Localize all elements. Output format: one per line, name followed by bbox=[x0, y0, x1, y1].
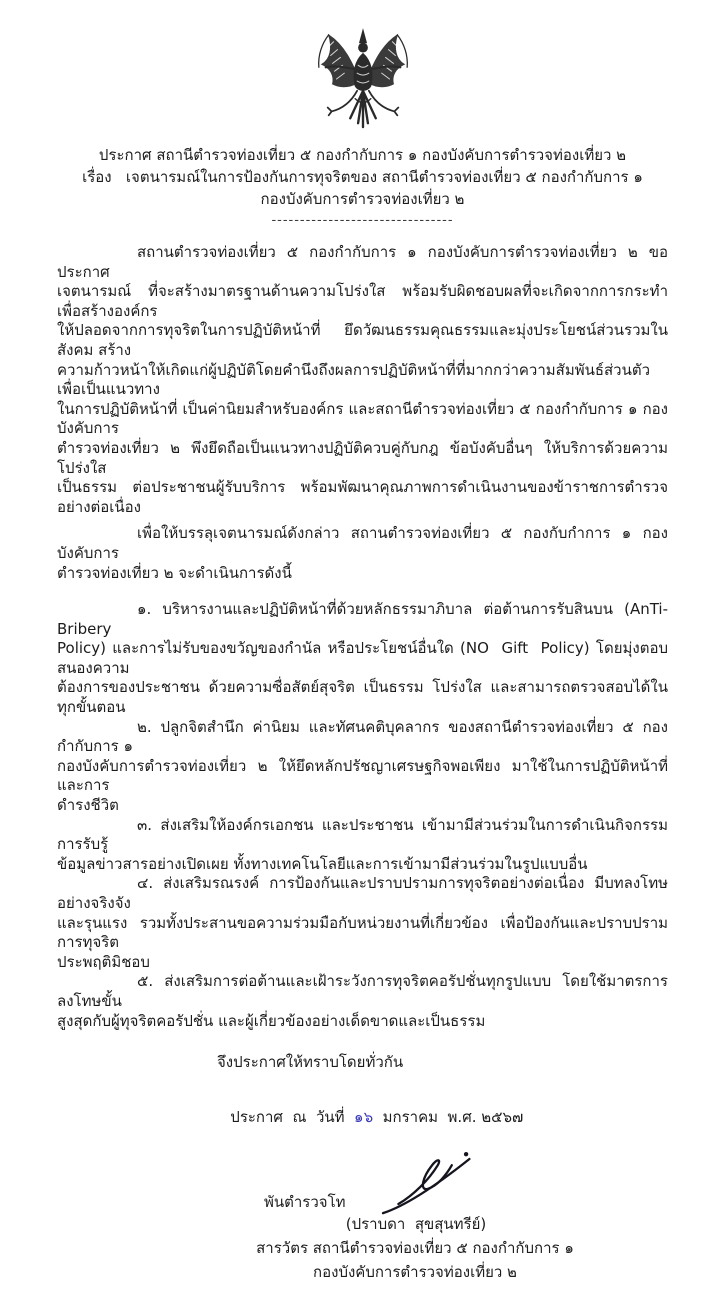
signer-position-line1: สารวัตร สถานีตำรวจท่องเที่ยว ๕ กองกำกับการ ๑ bbox=[256, 1238, 574, 1257]
text-line: ๔. ส่งเสริมรณรงค์ การป้องกันและปราบปรามการทุจริตอย่างต่อเนื่อง มีบทลงโทษอย่างจริงจัง bbox=[57, 874, 668, 912]
text-line: ๓. ส่งเสริมให้องค์กรเอกชน และประชาชน เข้ามามีส่วนร่วมในการดำเนินกิจกรรม การรับรู้ bbox=[57, 815, 673, 854]
text-line: ตำรวจท่องเที่ยว ๒ จะดำเนินการดังนี้ bbox=[57, 563, 292, 582]
text-line: และรุนแรง รวมทั้งประสานขอความร่วมมือกับหน่วยงานที่เกี่ยวข้อง เพื่อป้องกันและปราบปรามการทุจริต bbox=[57, 913, 668, 952]
text-line: เป็นธรรม ต่อประชาชนผู้รับบริการ พร้อมพัฒนาคุณภาพการดำเนินงานของข้าราชการตำรวจอย่างต่อเนื่อง bbox=[57, 478, 668, 516]
date-day-value: ๑๖ bbox=[354, 1108, 374, 1127]
text-line: ข้อมูลข่าวสารอย่างเปิดเผย ทั้งทางเทคโนโลยีและการเข้ามามีส่วนร่วมในรูปแบบอื่น bbox=[57, 854, 588, 873]
text-line: ดำรงชีวิต bbox=[57, 796, 119, 815]
text-line: ให้ปลอดจากการทุจริตในการปฏิบัติหน้าที่ ยึดวัฒนธรรมคุณธรรมและมุ่งประโยชน์ส่วนรวมในสังคม สร้าง bbox=[57, 321, 668, 359]
text-line: เจตนารมณ์ ที่จะสร้างมาตรฐานด้านความโปร่งใส พร้อมรับผิดชอบผลที่จะเกิดจากการกระทำ เพื่อสร้างองค์กร bbox=[57, 282, 673, 320]
signer-rank: พันตำรวจโท bbox=[264, 1192, 346, 1211]
text-line: สถานตำรวจท่องเที่ยว ๕ กองกำกับการ ๑ กองบังคับการตำรวจท่องเที่ยว ๒ ขอประกาศ bbox=[57, 243, 668, 281]
policy-item-list bbox=[57, 600, 673, 1031]
text-line: ตำรวจท่องเที่ยว ๒ พึงยึดถือเป็นแนวทางปฏิบัติควบคู่กับกฎ ข้อบังคับอื่นๆ ให้บริการด้วยความโปร่งใส bbox=[57, 438, 668, 477]
text-line: ในการปฏิบัติหน้าที่ เป็นค่านิยมสำหรับองค์กร และสถานีตำรวจท่องเที่ยว ๕ กองกำกับการ ๑ กองบังคับการ bbox=[57, 399, 668, 438]
policy-item-1 bbox=[57, 600, 668, 718]
text-line: ๑. บริหารงานและปฏิบัติหน้าที่ด้วยหลักธรรมาภิบาล ต่อต้านการรับสินบน (AnTi-Bribery bbox=[57, 600, 668, 638]
document-title-line1: ประกาศ สถานีตำรวจท่องเที่ยว ๕ กองกำกับการ ๑ กองบังคับการตำรวจท่องเที่ยว ๒ bbox=[98, 146, 627, 164]
dashed-divider: -------------------------------- bbox=[271, 213, 454, 228]
paragraph-actions-lead bbox=[57, 524, 668, 583]
text-line: ต้องการของประชาชน ด้วยความซื่อสัตย์สุจริต เป็นธรรม โปร่งใส และสามารถตรวจสอบได้ในทุกขั้นตอน bbox=[57, 678, 668, 717]
date-prefix: ประกาศ ณ วันที่ bbox=[230, 1108, 355, 1127]
title-block bbox=[57, 144, 668, 210]
text-line: กองบังคับการตำรวจท่องเที่ยว ๒ ให้ยึดหลักปรัชญาเศรษฐกิจพอเพียง มาใช้ในการปฏิบัติหน้าที่และการ bbox=[57, 756, 668, 795]
signer-position-line2: กองบังคับการตำรวจท่องเที่ยว ๒ bbox=[313, 1262, 517, 1281]
text-line: ๕. ส่งเสริมการต่อต้านและเฝ้าระวังการทุจริตคอรัปชั่นทุกรูปแบบ โดยใช้มาตรการลงโทษขั้น bbox=[57, 972, 668, 1010]
policy-item-2 bbox=[57, 718, 668, 816]
text-line: ความก้าวหน้าให้เกิดแก่ผู้ปฏิบัติโดยคำนึงถึงผลการปฏิบัติหน้าที่ที่มากกว่าความสัมพันธ์ส่วนตัว เพื่อเป็นแนวทาง bbox=[57, 360, 655, 399]
text-line: เพื่อให้บรรลุเจตนารมณ์ดังกล่าว สถานตำรวจท่องเที่ยว ๕ กองกับกำการ ๑ กองบังคับการ bbox=[57, 524, 668, 562]
policy-item-4 bbox=[57, 874, 668, 972]
text-line: Policy) และการไม่รับของขวัญของกำนัล หรือประโยชน์อื่นใด (NO Gift Policy) โดยมุ่งตอบสนองความ bbox=[57, 639, 668, 677]
announcement-date-line bbox=[57, 1089, 668, 1148]
garuda-emblem-icon bbox=[304, 28, 422, 134]
policy-item-5 bbox=[57, 972, 668, 1031]
signer-name: (ปราบดา สุขสุนทรีย์) bbox=[345, 1214, 487, 1233]
closing-statement: จึงประกาศให้ทราบโดยทั่วกัน bbox=[217, 1053, 404, 1072]
date-suffix: มกราคม พ.ศ. ๒๕๖๗ bbox=[373, 1108, 524, 1127]
document-subject-line1: เรื่อง เจตนารมณ์ในการป้องกันการทุจริตของ สถานีตำรวจท่องเที่ยว ๕ กองกำกับการ ๑ bbox=[82, 168, 643, 186]
policy-item-3 bbox=[57, 815, 673, 875]
handwritten-signature-icon bbox=[365, 1145, 489, 1219]
document-subject-line2: กองบังคับการตำรวจท่องเที่ยว ๒ bbox=[260, 190, 465, 208]
text-line: ประพฤติมิชอบ bbox=[57, 952, 150, 971]
text-line: สูงสุดกับผู้ทุจริตคอรัปชั่น และผู้เกี่ยวข้องอย่างเด็ดขาดและเป็นธรรม bbox=[57, 1011, 486, 1030]
text-line: ๒. ปลูกจิตสำนึก ค่านิยม และทัศนคติบุคลากร ของสถานีตำรวจท่องเที่ยว ๕ กองกำกับการ ๑ bbox=[57, 717, 668, 756]
emblem-container bbox=[57, 0, 668, 138]
paragraph-intent bbox=[57, 243, 673, 517]
signature-block bbox=[57, 1150, 668, 1300]
